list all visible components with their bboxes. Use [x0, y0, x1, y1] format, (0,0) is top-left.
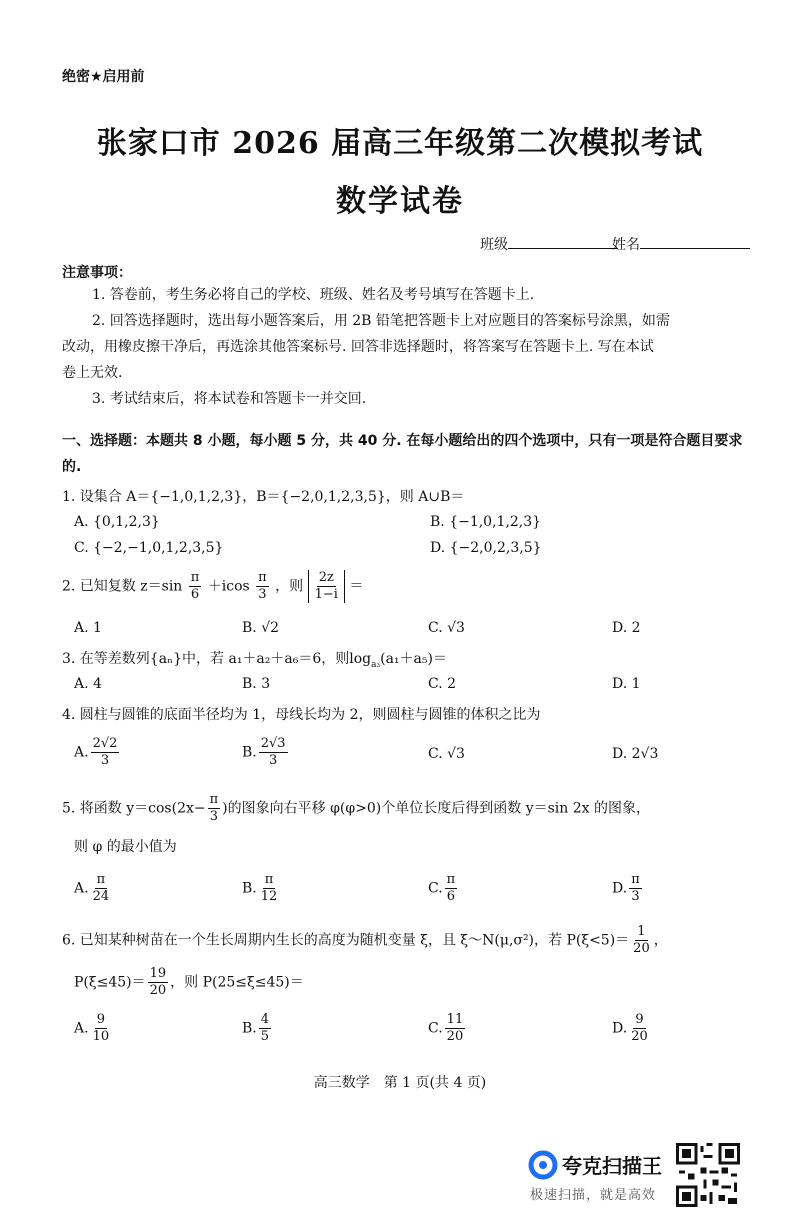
q6-b-frac: [259, 1012, 271, 1045]
name-field: [612, 234, 750, 254]
q6-c-label: C.: [428, 1020, 443, 1037]
scanner-logo-icon: [528, 1150, 558, 1184]
qr-code-icon: [676, 1143, 740, 1207]
q5-frac-num: π: [209, 792, 219, 807]
q6-frac1-den: 20: [633, 941, 650, 956]
q5-c-den: 6: [446, 889, 456, 904]
q2-abs: [308, 570, 345, 603]
q5-option-c: [428, 872, 459, 905]
q2-option-a: A. 1: [74, 620, 102, 636]
q3-text-a: 3. 在等差数列{aₙ}中，若 a₁＋a₂＋a₆＝6，则log: [62, 651, 372, 667]
question-5-stem: [62, 792, 650, 825]
q3-log-base: a₃: [371, 659, 381, 670]
q2-option-c: C. √3: [428, 620, 465, 636]
q6-text-c: P(ξ≤45)＝: [74, 974, 146, 991]
q6-b-den: 5: [260, 1029, 270, 1044]
q2-frac1-num: π: [190, 570, 200, 585]
q6-frac2: [148, 966, 169, 999]
q4-a-label: A.: [74, 744, 89, 761]
q5-d-frac: [629, 872, 642, 905]
page-footer: 高三数学 第 1 页(共 4 页): [313, 1075, 487, 1091]
q4-b-num: 2√3: [260, 736, 286, 751]
q2-text-d: ＝: [349, 578, 364, 595]
q6-text-b: ，: [653, 932, 668, 949]
question-6-line2: [74, 966, 304, 999]
q5-frac-den: 3: [209, 809, 219, 824]
class-label: 班级: [480, 237, 508, 253]
name-blank: [640, 234, 750, 249]
q6-d-label: D.: [612, 1020, 628, 1037]
q5-c-num: π: [446, 872, 456, 887]
question-1-stem: 1. 设集合 A＝{−1,0,1,2,3}，B＝{−2,0,1,2,3,5}，则 A∪B＝: [62, 489, 465, 505]
q6-a-frac: [91, 1012, 112, 1045]
q3-option-b: B. 3: [242, 676, 271, 692]
q6-frac2-den: 20: [149, 983, 167, 998]
q5-a-label: A.: [74, 880, 89, 897]
question-5-line2: 则 φ 的最小值为: [74, 839, 177, 855]
q2-frac2-den: 3: [258, 587, 267, 602]
q2-frac3-num: 2z: [318, 570, 334, 585]
q6-option-c: [428, 1012, 467, 1045]
q6-frac1: [631, 924, 652, 957]
q1-option-d: D. {−2,0,2,3,5}: [430, 540, 542, 556]
q2-text-c: ，则: [275, 578, 304, 595]
q2-frac1-den: 6: [190, 587, 200, 602]
q6-option-a: [74, 1012, 113, 1045]
q2-frac3-den: 1−i: [314, 587, 338, 602]
q6-frac1-num: 1: [637, 924, 646, 939]
q5-option-b: [242, 872, 281, 905]
q5-text-a: 5. 将函数 y＝cos(2x−: [62, 800, 206, 817]
scanner-brand-name: 夸克扫描王: [562, 1154, 662, 1178]
question-4-stem: 4. 圆柱与圆锥的底面半径均为 1，母线长均为 2，则圆柱与圆锥的体积之比为: [62, 707, 541, 723]
q6-a-label: A.: [74, 1020, 89, 1037]
confidential-label: 绝密★启用前: [62, 69, 145, 85]
q6-option-b: [242, 1012, 273, 1045]
notes-heading: 注意事项：: [62, 265, 132, 281]
q5-text-b: )的图象向右平移 φ(φ>0)个单位长度后得到函数 y＝sin 2x 的图象，: [222, 800, 650, 817]
q1-option-c: C. {−2,−1,0,1,2,3,5}: [74, 540, 224, 556]
q5-b-label: B.: [242, 880, 257, 897]
q3-text-b: (a₁＋a₅)＝: [380, 651, 447, 667]
q3-option-a: A. 4: [74, 676, 102, 692]
q3-option-c: C. 2: [428, 676, 457, 692]
q6-text-d: ，则 P(25≤ξ≤45)＝: [170, 974, 304, 991]
question-2-stem: [62, 570, 363, 603]
scanner-tagline: 极速扫描，就是高效: [530, 1188, 657, 1203]
q2-frac-pi-6: [189, 570, 202, 603]
q5-c-label: C.: [428, 880, 443, 897]
q2-frac-pi-3: [256, 570, 269, 603]
q5-option-d: [612, 872, 644, 905]
q6-d-num: 9: [635, 1012, 644, 1027]
note-2-end: 卷上无效.: [62, 365, 123, 381]
q5-d-num: π: [631, 872, 640, 887]
note-3: 3. 考试结束后，将本试卷和答题卡一并交回.: [92, 391, 367, 407]
q4-b-label: B.: [242, 744, 257, 761]
q6-b-num: 4: [260, 1012, 270, 1027]
q4-option-c: C. √3: [428, 746, 465, 762]
q6-frac2-num: 19: [149, 966, 167, 981]
q4-a-frac: [91, 736, 120, 769]
class-field: [480, 234, 618, 254]
q2-frac-main: [313, 570, 340, 603]
question-3-stem: [62, 648, 447, 670]
q4-option-d: D. 2√3: [612, 746, 659, 762]
q1-option-a: A. {0,1,2,3}: [74, 514, 160, 530]
q6-d-frac: [629, 1012, 650, 1045]
q5-c-frac: [445, 872, 458, 905]
exam-title: 张家口市 2026 届高三年级第二次模拟考试: [96, 126, 704, 161]
note-2-cont: 改动，用橡皮擦干净后，再选涂其他答案标号. 回答非选择题时，将答案写在答题卡上. 写在本试: [62, 339, 654, 355]
q4-a-num: 2√2: [92, 736, 118, 751]
subject-title: 数学试卷: [336, 184, 464, 219]
q5-b-frac: [259, 872, 280, 905]
note-1: 1. 答卷前，考生务必将自己的学校、班级、姓名及考号填写在答题卡上.: [92, 287, 535, 303]
q2-text-b: ＋icos: [207, 578, 250, 595]
q5-frac: [208, 792, 221, 825]
q6-c-num: 11: [446, 1012, 464, 1027]
q4-a-den: 3: [100, 753, 110, 768]
section-heading: 一、选择题：本题共 8 小题，每小题 5 分，共 40 分. 在每小题给出的四个选项中，只有一项是符合题目要求的.: [62, 433, 743, 475]
q4-option-a: [74, 736, 121, 769]
q2-frac2-num: π: [258, 570, 267, 585]
q1-option-b: B. {−1,0,1,2,3}: [430, 514, 542, 530]
q5-d-den: 3: [631, 889, 640, 904]
q2-option-d: D. 2: [612, 620, 641, 636]
q5-a-frac: [91, 872, 112, 905]
q5-b-num: π: [264, 872, 274, 887]
q5-d-label: D.: [612, 880, 628, 897]
q2-text-a: 2. 已知复数 z＝sin: [62, 578, 183, 595]
q6-b-label: B.: [242, 1020, 257, 1037]
q6-text-a: 6. 已知某种树苗在一个生长周期内生长的高度为随机变量 ξ，且 ξ～N(μ,σ²)，若 P(ξ<5)＝: [62, 932, 630, 949]
q4-option-b: [242, 736, 290, 769]
question-6-stem: [62, 924, 668, 957]
q5-b-den: 12: [260, 889, 278, 904]
q6-d-den: 20: [631, 1029, 648, 1044]
q3-option-d: D. 1: [612, 676, 641, 692]
class-blank: [508, 234, 618, 249]
q6-a-den: 10: [92, 1029, 110, 1044]
q5-a-den: 24: [92, 889, 110, 904]
q6-c-frac: [445, 1012, 466, 1045]
q6-c-den: 20: [446, 1029, 464, 1044]
name-label: 姓名: [612, 237, 640, 253]
q5-a-num: π: [96, 872, 106, 887]
q6-option-d: [612, 1012, 652, 1045]
q4-b-frac: [259, 736, 288, 769]
note-2: 2. 回答选择题时，选出每小题答案后，用 2B 铅笔把答题卡上对应题目的答案标号涂黑，如需: [92, 313, 670, 329]
q2-option-b: B. √2: [242, 620, 280, 636]
q4-b-den: 3: [269, 753, 278, 768]
q6-a-num: 9: [96, 1012, 105, 1027]
q5-option-a: [74, 872, 113, 905]
